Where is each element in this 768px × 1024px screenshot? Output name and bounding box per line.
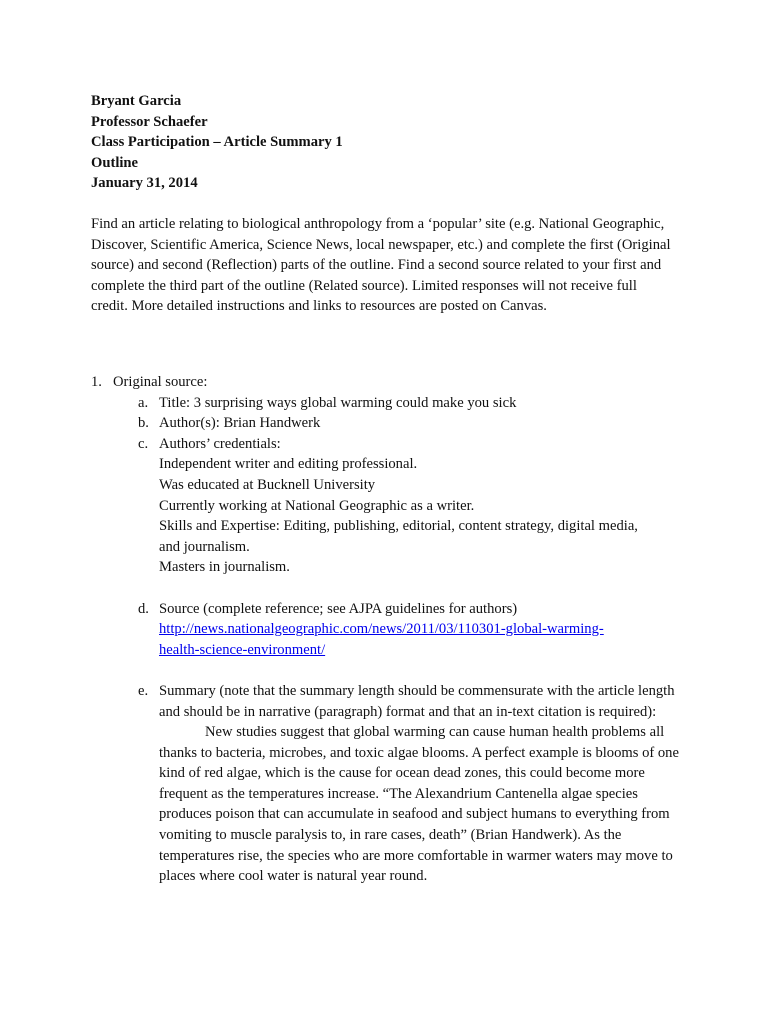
source-label: Source (complete reference; see AJPA guidelines for authors)	[159, 600, 518, 617]
credential-line: and journalism.	[159, 538, 250, 555]
source-link-line2[interactable]: health-science-environment/	[159, 641, 326, 658]
outline-sub-list	[91, 393, 681, 887]
spacer	[91, 578, 681, 599]
article-title: Title: 3 surprising ways global warming could make you sick	[159, 394, 517, 411]
outline	[91, 372, 681, 887]
sub-item-credentials	[91, 434, 681, 578]
sub-item-authors	[91, 413, 681, 434]
credential-line: Skills and Expertise: Editing, publishing, editorial, content strategy, digital media,	[159, 518, 638, 535]
sub-item-source	[91, 599, 681, 661]
summary-instructions: Summary (note that the summary length should be commensurate with the article length and should be in narrative (paragraph) format and that an in-text citation is required):	[159, 682, 675, 720]
document-type: Outline	[91, 154, 139, 171]
outline-item-label: Original source:	[113, 374, 208, 390]
credential-line: Independent writer and editing professional.	[159, 456, 418, 473]
summary-paragraph: New studies suggest that global warming can cause human health problems all thanks to bacteria, microbes, and toxic algae blooms. A perfect example is blooms of one kind of red algae, which is the cause for ocean dead zones, this could become more frequent as the temperatures increase. “The Alexandrium Cantenella algae species produces poison that can accumulate in seafood and subject humans to everything from vomiting to muscle paralysis to, in rare cases, death” (Brian Handwerk). As the temperatures rise, the species who are more comfortable in warmer waters may move to places where cool water is natural year round.	[159, 724, 679, 885]
sub-item-letter: e.	[138, 682, 149, 699]
sub-item-summary	[91, 681, 681, 887]
article-authors: Author(s): Brian Handwerk	[159, 415, 321, 432]
outline-item-original-source	[91, 372, 681, 393]
sub-item-letter: c.	[138, 435, 149, 452]
credential-line: Currently working at National Geographic as a writer.	[159, 497, 475, 514]
instructions	[91, 214, 671, 317]
document-date: January 31, 2014	[91, 175, 198, 192]
instructions-text: Find an article relating to biological anthropology from a ‘popular’ site (e.g. National Geographic, Discover, Scientific America, Science News, local newspaper, etc.) and complete the first (Original source) and second (Reflection) parts of the outline. Find a second source related to your first and complete the third part of the outline (Related source). Limited responses will not receive full credit. More detailed instructions and links to resources are posted on Canvas.	[91, 216, 671, 315]
document-header	[91, 91, 343, 194]
credentials-label: Authors’ credentials:	[159, 435, 281, 452]
outline-number: 1.	[91, 374, 102, 390]
spacer	[91, 660, 681, 681]
sub-item-letter: a.	[138, 394, 149, 411]
sub-item-letter: b.	[138, 415, 149, 432]
credential-line: Masters in journalism.	[159, 559, 290, 576]
credential-line: Was educated at Bucknell University	[159, 476, 376, 493]
professor-name: Professor Schaefer	[91, 113, 208, 130]
author-name: Bryant Garcia	[91, 93, 182, 109]
sub-item-title	[91, 393, 681, 414]
source-link-line1[interactable]: http://news.nationalgeographic.com/news/2011/03/110301-global-warming-	[159, 621, 604, 638]
course-title: Class Participation – Article Summary 1	[91, 134, 343, 151]
sub-item-letter: d.	[138, 600, 149, 617]
